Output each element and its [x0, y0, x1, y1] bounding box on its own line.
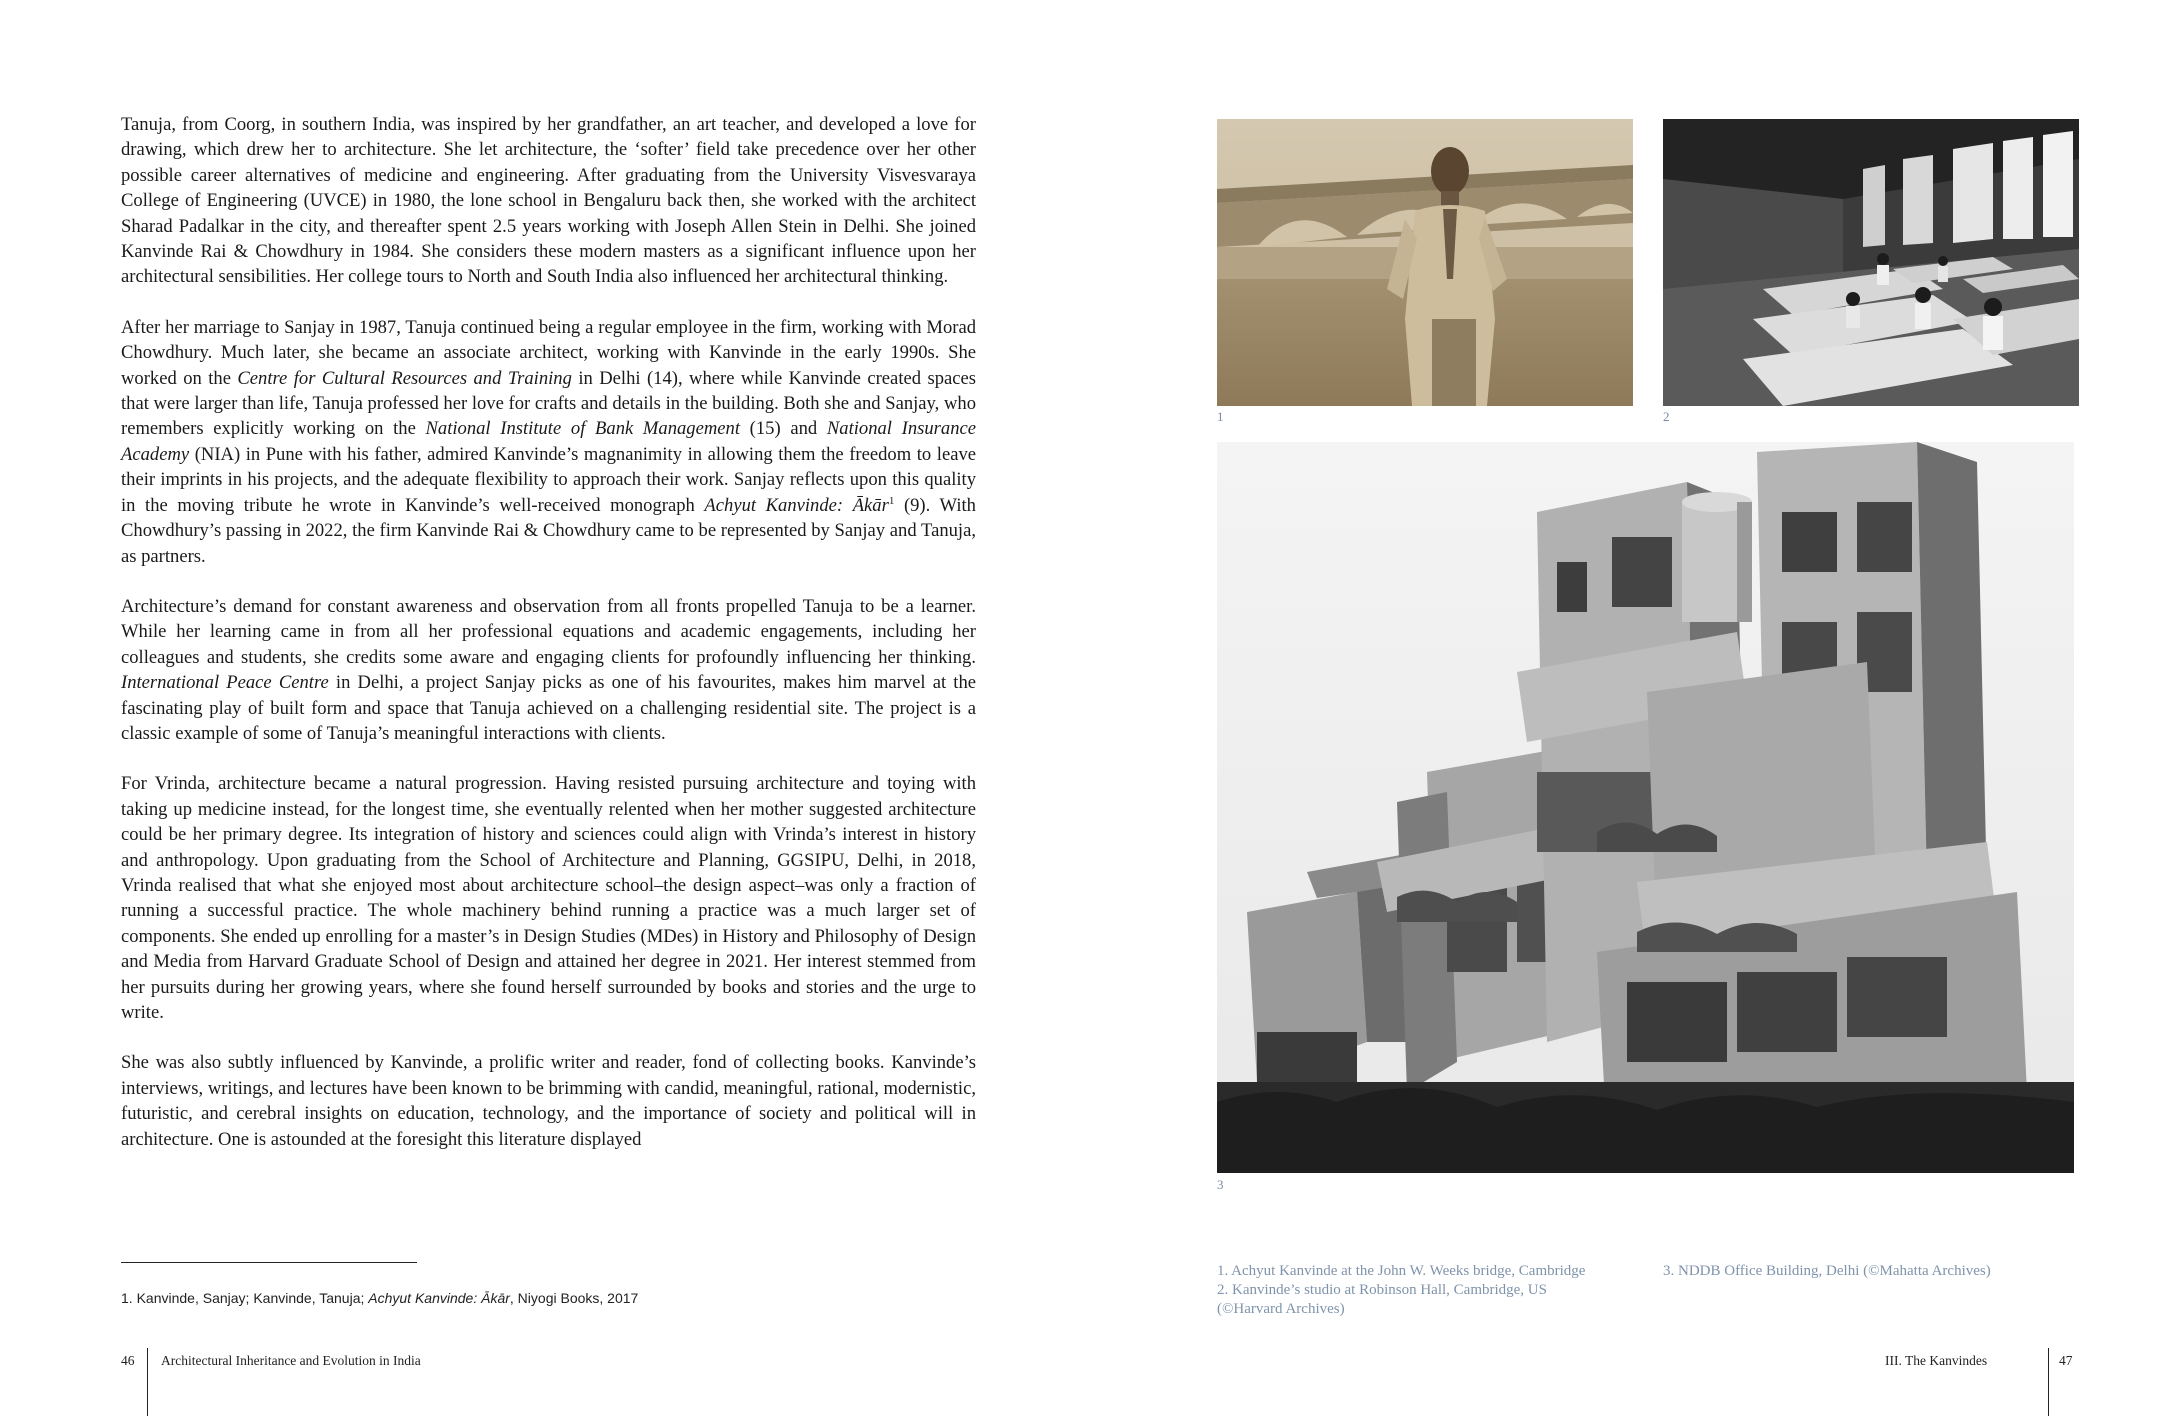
running-title-left: Architectural Inheritance and Evolution in India: [161, 1353, 421, 1368]
italic-title: International Peace Centre: [121, 672, 329, 694]
text-run: in Delhi (14), where while Kanvinde created spaces that were larger than life, Tanuja professed her love for crafts and details in the building. Both she and Sanjay, who remembers explicitly working on the: [121, 367, 976, 440]
caption-column-2: [1663, 1262, 1991, 1281]
portrait-photo: [1217, 119, 1633, 406]
footnote: [121, 1290, 1021, 1306]
body-paragraph: [121, 771, 976, 1025]
figure-number-2: 2: [1663, 409, 1670, 424]
text-run: (15) and: [740, 418, 827, 440]
text-run: in Delhi, a project Sanjay picks as one of his favourites, makes him marvel at the fascinating play of built form and space that Tanuja achieved on a challenging residential site. The project is a classic example of some of Tanuja’s meaningful interactions with clients.: [121, 672, 976, 744]
italic-title: Centre for Cultural Resources and Training: [237, 367, 572, 389]
footnote-number: 1.: [121, 1290, 133, 1306]
footnote-authors: Kanvinde, Sanjay; Kanvinde, Tanuja;: [136, 1290, 365, 1306]
page-number-right: 47: [2059, 1353, 2073, 1368]
text-run: (9). With Chowdhury’s passing in 2022, the firm Kanvinde Rai & Chowdhury came to be represented by Sanjay and Tanuja, as partners.: [121, 494, 976, 567]
text-run: After her marriage to Sanjay in 1987, Tanuja continued being a regular employee in the firm, working with Morad Chowdhury. Much later, she became an associate architect, working with Kanvinde in the early 1990s. She worked on the: [121, 316, 976, 389]
caption-column-1: [1217, 1262, 1585, 1319]
footnote-title: Achyut Kanvinde: Ākār: [368, 1290, 510, 1306]
text-run: Tanuja, from Coorg, in southern India, was inspired by her grandfather, an art teacher, and developed a love for drawing, which drew her to architecture. She let architecture, the ‘softer’ field take precedence over her other possible career alternatives of medicine and engineering. After graduating from the University Visvesvaraya College of Engineering (UVCE) in 1980, the lone school in Bengaluru back then, she worked with the architect Sharad Padalkar in the city, and thereafter spent 2.5 years working with Joseph Allen Stein in Delhi. She joined Kanvinde Rai & Chowdhury in 1984. She considers these modern masters as a significant influence upon her architectural sensibilities. Her college tours to North and South India also influenced her architectural thinking.: [121, 114, 976, 288]
building-photo: [1217, 442, 2074, 1173]
body-paragraph: [121, 112, 976, 290]
footnote-reference: 1: [888, 494, 895, 507]
body-paragraph: [121, 594, 976, 746]
figure-number-1: 1: [1217, 409, 1224, 424]
caption-1: 1. Achyut Kanvinde at the John W. Weeks bridge, Cambridge: [1217, 1263, 1586, 1279]
footnote-rule: [121, 1262, 417, 1263]
footnote-publisher: , Niyogi Books, 2017: [509, 1290, 639, 1306]
italic-title: Achyut Kanvinde: Ākār: [704, 494, 889, 516]
body-paragraph: [121, 315, 976, 569]
text-run: For Vrinda, architecture became a natural progression. Having resisted pursuing architecture and toying with taking up medicine instead, for the longest time, she eventually relented when her mother suggested architecture could be her primary degree. Its integration of history and sciences could align with Vrinda’s interest in history and anthropology. Upon graduating from the School of Architecture and Planning, GGSIPU, Delhi, in 2018, Vrinda realised that what she enjoyed most about architecture school–the design aspect–was only a fraction of running a successful practice. The whole machinery behind running a practice was a much larger set of components. She ended up enrolling for a master’s in Design Studies (MDes) in History and Philosophy of Design and Media from Harvard Graduate School of Design and attained her degree in 2021. Her interest stemmed from her pursuits during her growing years, where she found herself surrounded by books and stories and the urge to write.: [121, 773, 976, 1023]
body-paragraph: [121, 1050, 976, 1152]
left-page: [0, 0, 1080, 1410]
right-page: [1080, 0, 2160, 1410]
text-run: Architecture’s demand for constant awareness and observation from all fronts propelled Tanuja to be a learner. While her learning came in from all her professional equations and academic engagements, including her colleagues and students, she credits some aware and engaging clients for profoundly influencing her thinking.: [121, 595, 976, 668]
folio-divider-left: [147, 1348, 148, 1416]
body-text: [121, 112, 976, 1177]
folio-divider-right: [2048, 1348, 2049, 1416]
caption-2-credit: (©Harvard Archives): [1217, 1301, 1345, 1317]
caption-3: 3. NDDB Office Building, Delhi (©Mahatta Archives): [1663, 1263, 1991, 1279]
text-run: (NIA) in Pune with his father, admired Kanvinde’s magnanimity in allowing them the freedom to leave their imprints in his projects, and the adequate flexibility to approach their work. Sanjay reflects upon this quality in the moving tribute he wrote in Kanvinde’s well-received monograph: [121, 443, 976, 516]
studio-photo: [1663, 119, 2079, 406]
running-title-right: III. The Kanvindes: [1885, 1353, 1988, 1368]
italic-title: National Insurance Academy: [121, 418, 976, 465]
caption-2: 2. Kanvinde’s studio at Robinson Hall, Cambridge, US: [1217, 1282, 1547, 1298]
italic-title: National Institute of Bank Management: [425, 418, 740, 440]
text-run: She was also subtly influenced by Kanvinde, a prolific writer and reader, fond of collecting books. Kanvinde’s interviews, writings, and lectures have been known to be brimming with candid, meaningful, rational, modernistic, futuristic, and cerebral insights on education, technology, and the importance of society and political will in architecture. One is astounded at the foresight this literature displayed: [121, 1052, 976, 1150]
page-number-left: 46: [121, 1353, 135, 1368]
figure-number-3: 3: [1217, 1177, 1224, 1192]
